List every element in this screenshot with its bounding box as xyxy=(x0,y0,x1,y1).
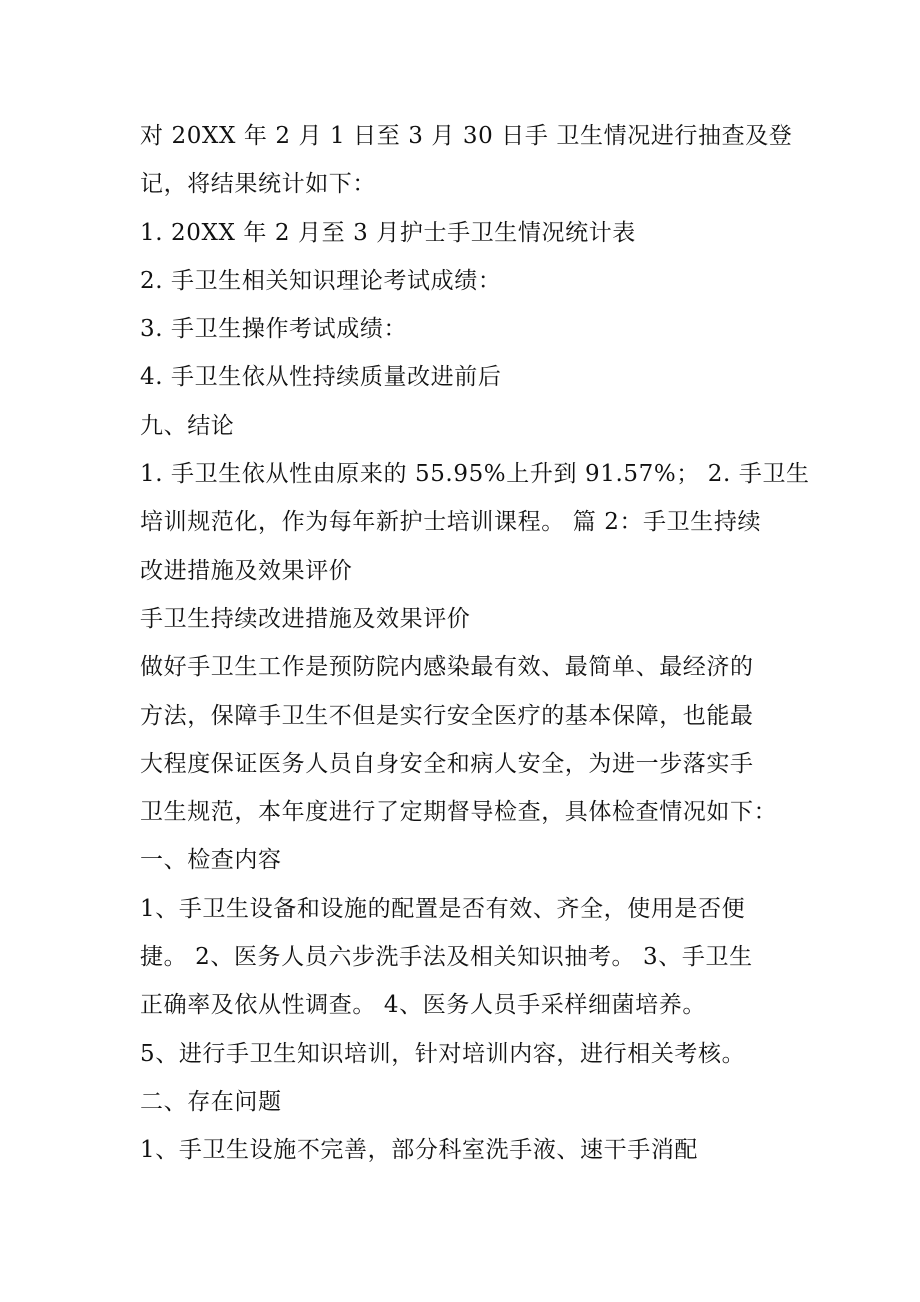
text-line: 做好手卫生工作是预防院内感染最有效、最简单、最经济的 xyxy=(140,654,754,681)
text-line: 大程度保证医务人员自身安全和病人安全，为进一步落实手 xyxy=(140,750,754,777)
list-item: 2. 手卫生相关知识理论考试成绩： xyxy=(140,267,502,294)
text-line: 正确率及依从性调查。 4、医务人员手采样细菌培养。 xyxy=(140,992,706,1019)
text-line: 1、手卫生设备和设施的配置是否有效、齐全，使用是否便 xyxy=(140,895,746,922)
text-line: 5、进行手卫生知识培训，针对培训内容，进行相关考核。 xyxy=(140,1040,746,1067)
text-line: 1. 手卫生依从性由原来的 55.95%上升到 91.57%； 2. 手卫生 xyxy=(140,461,810,488)
list-item: 1. 20XX 年 2 月至 3 月护士手卫生情况统计表 xyxy=(140,219,636,246)
text-line: 方法，保障手卫生不但是实行安全医疗的基本保障，也能最 xyxy=(140,702,754,729)
text-line: 改进措施及效果评价 xyxy=(140,557,353,584)
section-heading: 九、结论 xyxy=(140,412,235,439)
text-line: 对 20XX 年 2 月 1 日至 3 月 30 日手 卫生情况进行抽查及登 xyxy=(140,123,793,149)
text-line: 卫生规范，本年度进行了定期督导检查，具体检查情况如下： xyxy=(140,799,778,826)
article-title: 手卫生持续改进措施及效果评价 xyxy=(140,605,471,632)
text-line: 记，将结果统计如下： xyxy=(140,171,376,198)
document-body xyxy=(140,112,810,1175)
text-line: 捷。 2、医务人员六步洗手法及相关知识抽考。 3、手卫生 xyxy=(140,944,753,971)
text-line: 培训规范化，作为每年新护士培训课程。 篇 2：手卫生持续 xyxy=(140,509,762,536)
section-heading: 二、存在问题 xyxy=(140,1088,282,1115)
text-line: 1、手卫生设施不完善，部分科室洗手液、速干手消配 xyxy=(140,1137,699,1164)
section-heading: 一、检查内容 xyxy=(140,847,282,874)
list-item: 3. 手卫生操作考试成绩： xyxy=(140,316,408,343)
list-item: 4. 手卫生依从性持续质量改进前后 xyxy=(140,364,502,391)
